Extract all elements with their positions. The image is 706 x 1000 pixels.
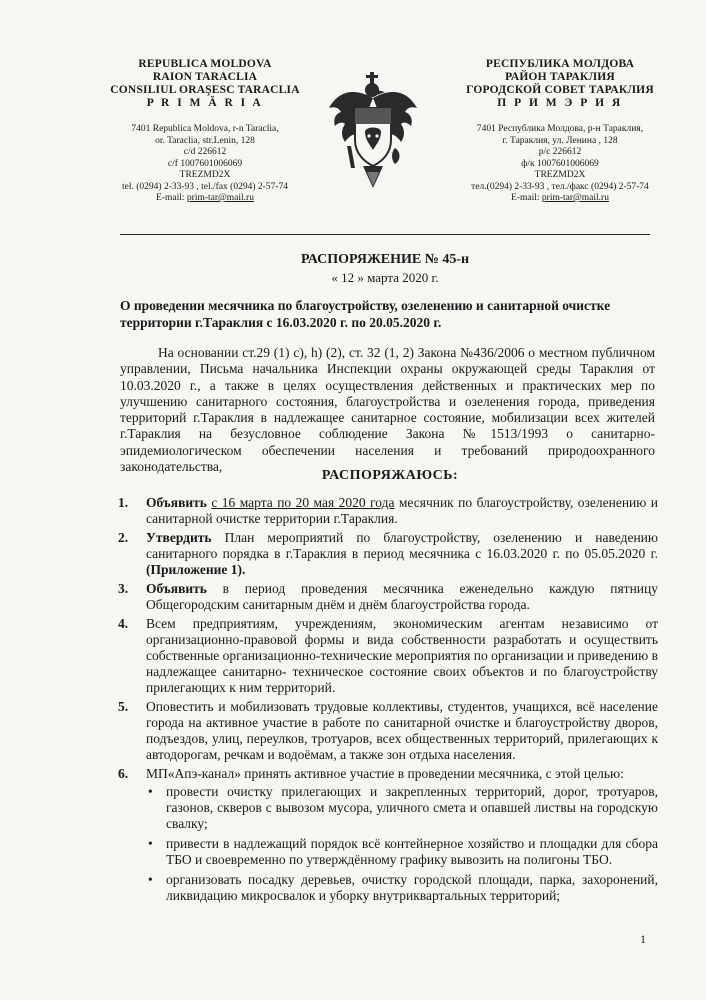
item-bold-verb: Объявить [146,581,207,596]
item-6-bullets [146,784,658,904]
header-left-email-line [100,193,310,205]
item-appendix-ref: (Приложение 1). [146,562,246,577]
header-right-info-line: г. Тараклия, ул. Ленина , 128 [502,135,618,146]
header-right-info-line: тел.(0294) 2-33-93 , тел./факс (0294) 2-57-74 [471,181,649,192]
header-left-line1: REPUBLICA MOLDOVA [138,58,272,70]
header-right-info [440,124,680,205]
bullet-item: • привести в надлежащий порядок всё контейнерное хозяйство и площадки для сбора ТБО и своевременно по утверждённому графику вывозить на полигоны ТБО. [146,836,658,868]
moldova-coat-of-arms-icon [325,68,421,192]
item-text: в период проведения месячника еженедельно каждую пятницу Общегородским санитарным днём и днём благоустройства города. [146,581,658,612]
item-text: Всем предприятиям, учреждениям, экономическим агентам независимо от организационно-правовой формы и вида собственности разработать и осуществить собственные организационно-технические мероприятия по организации и приведению в надлежащее санитарно- техническое состояние своих объектов и по благоустройству прилегающих к ним территорий. [146,616,658,695]
header-left-line2: RAION TARACLIA [152,71,258,83]
item-text: План мероприятий по благоустройству, озеленению и наведению санитарного порядка в г.Тараклия в период месячника с 16.03.2020 г. по 05.05.2020 г. [146,530,658,561]
header-left-info-line: c/f 1007601006069 [167,158,243,169]
header-right-email-link[interactable]: prim-tar@mail.ru [541,193,609,203]
header-left-info-line: c/d 226612 [183,147,227,157]
header-right [440,58,680,205]
header-left-email-link[interactable]: prim-tar@mail.ru [186,193,254,203]
order-items [118,495,658,908]
list-item [118,495,658,527]
header-right-line4: П Р И М Э Р И Я [497,97,623,109]
header-left-line4: P R I M Ă R I A [146,97,264,109]
header-left-info-line: tel. (0294) 2-33-93 , tel./fax (0294) 2-57-74 [122,181,288,192]
header-left-info-line: or. Taraclia, str.Lenin, 128 [155,135,255,146]
header-left-line3: CONSILIUL ORAŞESC TARACLIA [110,84,300,96]
item-text: Оповестить и мобилизовать трудовые коллективы, студентов, учащихся, всё население города на активное участие в работе по санитарной очистке и благоустройству дворов, подъездов, улиц, переулков, тротуаров, всех общественных территорий, прилегающих к автодорогам, речкам и водоёмам, а также зон отдыха населения. [146,699,658,762]
header-right-info-line: р/с 226612 [538,147,582,157]
bullet-item: • провести очистку прилегающих и закрепленных территорий, дорог, тротуаров, газонов, скверов с вывозом мусора, уличного смета и опавшей листвы на городскую свалку; [146,784,658,832]
header-right-email-line [440,193,680,205]
item-text: МП«Апэ-канал» принять активное участие в проведении месячника, с этой целью: [146,766,624,781]
item-underlined-period: с 16 марта по 20 мая 2020 года [211,495,395,510]
header-left-info [100,124,310,205]
header-right-info-line: ф/к 1007601006069 [521,158,599,169]
order-date: « 12 » марта 2020 г. [331,270,439,285]
item-number: 5. [118,699,129,714]
item-number: 4. [118,616,129,631]
header-left-info-line: TREZMD2X [179,170,231,180]
order-title: РАСПОРЯЖЕНИЕ № 45-н [300,252,470,267]
header-right-info-line: 7401 Республика Молдова, р-н Тараклия, [476,124,644,134]
list-item [118,616,658,696]
item-bold-verb: Утвердить [146,530,212,545]
item-number: 1. [118,495,129,510]
list-item [118,699,658,763]
header-divider [120,234,650,235]
bullet-item: • организовать посадку деревьев, очистку городской площади, парка, захоронений, ликвидацию микросвалок и уборку внутриквартальных территорий; [146,872,658,904]
item-number: 3. [118,581,129,596]
header-right-line2: РАЙОН ТАРАКЛИЯ [505,71,615,83]
header-left-info-line: 7401 Republica Moldova, r-n Taraclia, [131,124,279,134]
header-left [100,58,310,205]
header-left-email-label: E-mail: [156,193,187,203]
decree-heading: РАСПОРЯЖАЮСЬ: [321,468,459,483]
item-number: 2. [118,530,129,545]
preamble-paragraph: На основании ст.29 (1) с), h) (2), ст. 32 (1, 2) Закона №436/2006 о местном публичном управлении, Письма начальника Инспекции охраны окружающей среды Тараклия от 10.03.2020 г., а также в целях осуществления действенных и практических мер по улучшению санитарного состояния, благоустройства и озеленения города, приведения территорий г.Тараклия в надлежащее санитарное состояние, мобилизации всех жителей г.Тараклия на безусловное соблюдение Закона №1513/1993 о санитарно-эпидемиологическом обеспечении населения и требований природоохранного законодательства, [120,345,655,475]
header-right-line1: РЕСПУБЛИКА МОЛДОВА [485,58,635,70]
header-right-info-line: TREZMD2X [534,170,586,180]
header-right-email-label: E-mail: [511,193,542,203]
page-number: 1 [640,932,646,946]
item-number: 6. [118,766,129,781]
order-subject: О проведении месячника по благоустройству, озеленению и санитарной очистке территории г.Тараклия с 16.03.2020 г. по 20.05.2020 г. [120,298,611,330]
list-item [118,530,658,578]
item-bold-verb: Объявить [146,495,207,510]
list-item [118,766,658,904]
list-item [118,581,658,613]
item-text: месячник по благоустройству, озеленению и санитарной очистке территории г.Тараклия. [146,495,658,526]
header-right-line3: ГОРОДСКОЙ СОВЕТ ТАРАКЛИЯ [466,84,654,96]
